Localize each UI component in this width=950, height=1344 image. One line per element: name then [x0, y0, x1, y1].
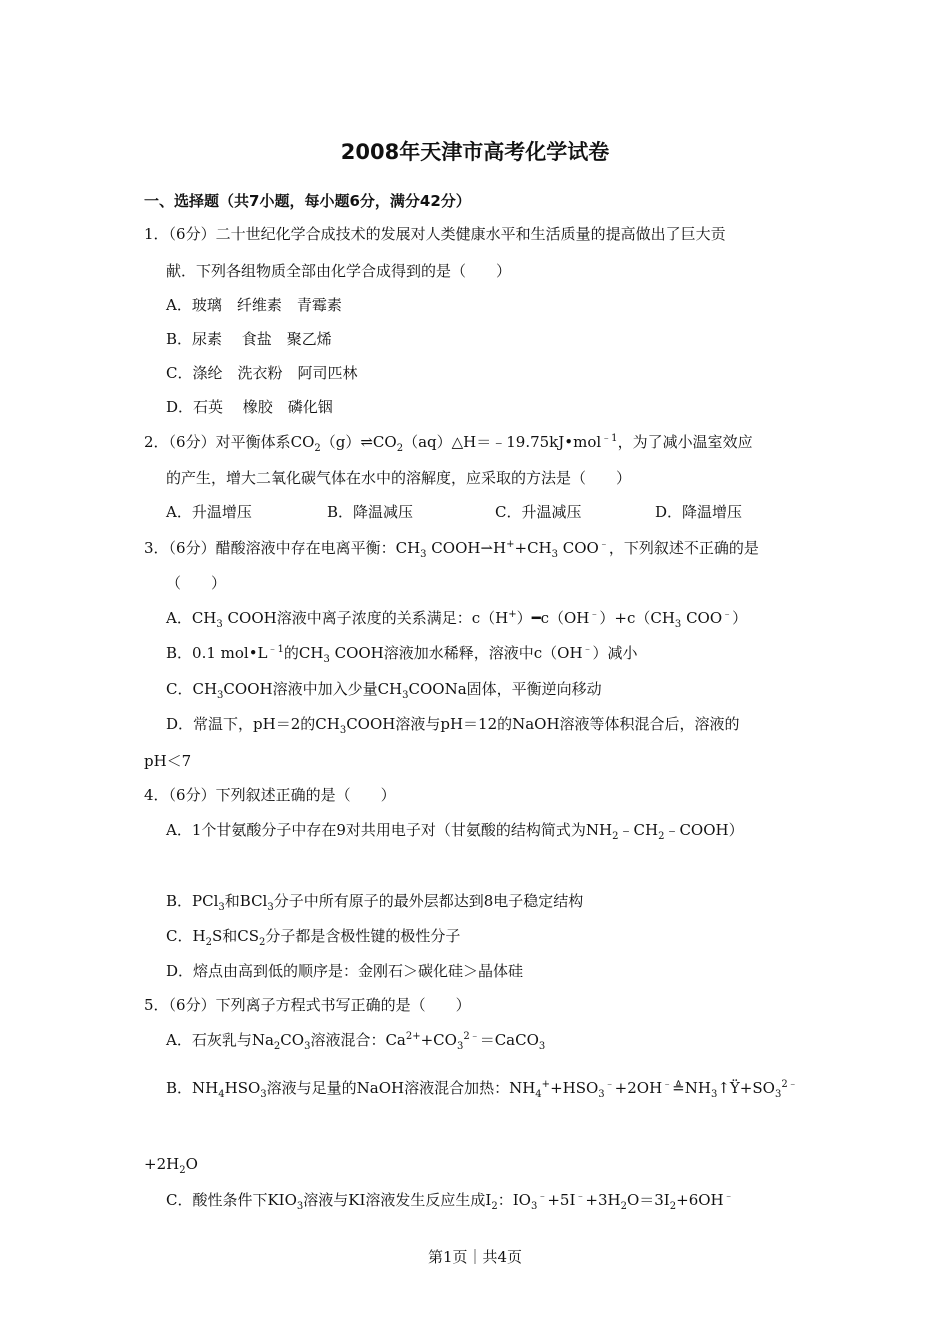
q1-option-c: C．涤纶 洗衣粉 阿司匹林 [166, 364, 358, 382]
question-2-stem-cont: 的产生，增大二氧化碳气体在水中的溶解度，应采取的方法是（ ） [166, 469, 632, 487]
q3-option-c: C．$CH_3COOH$溶液中加入少量$CH_3COONa$固体，平衡逆向移动 [166, 680, 602, 701]
q4-option-b: B．PCl$_3$和BCl$_3$分子中所有原子的最外层都达到8电子稳定结构 [166, 892, 584, 913]
page-footer: 第1页｜共4页 [427, 1248, 523, 1266]
q3-option-b: B．0.1 $mol•L^{﹣1}$的$CH_3$ COOH溶液加水稀释，溶液中c（OH﹣）减小 [166, 644, 638, 665]
q3-option-d: D．常温下，pH＝2的$CH_3COOH$溶液与pH＝12的NaOH溶液等体积混合后，溶液的 [166, 715, 740, 736]
q4-option-c: C．$H_2S$和$CS_2$分子都是含极性键的极性分子 [166, 927, 461, 948]
q5-option-b-cont: $+2H_2O$ [144, 1155, 198, 1176]
q2-option-d: D．降温增压 [655, 503, 743, 521]
q5-option-b: B．$NH_4HSO_3$溶液与足量的NaOH溶液混合加热：$NH_4^++HSO_3^﹣+2OH^﹣≜NH_3↑Ÿ+SO_3^{2﹣}$ [166, 1079, 798, 1100]
q3-option-d-cont: pH＜7 [144, 752, 192, 770]
question-3-stem-cont: （ ） [166, 574, 227, 592]
q2-option-a: A．升温增压 [166, 503, 252, 521]
q5-option-c: C．酸性条件下$KIO_3$溶液与KI溶液发生反应生成$I_2$：$IO_3^﹣+5I^﹣+3H_2O=3I_2+6OH^﹣$ [166, 1191, 734, 1212]
question-1-stem: 1．（6分）二十世纪化学合成技术的发展对人类健康水平和生活质量的提高做出了巨大贡 [144, 225, 726, 243]
question-4-stem: 4．（6分）下列叙述正确的是（ ） [144, 786, 396, 804]
q2-option-b: B．降温减压 [327, 503, 414, 521]
q4-option-d: D．熔点由高到低的顺序是：金刚石＞碳化硅＞晶体硅 [166, 962, 524, 980]
q2-option-c: C．升温减压 [495, 503, 582, 521]
q1-option-a: A．玻璃 纤维素 青霉素 [166, 296, 342, 314]
q5-option-a: A．石灰乳与$Na_2CO_3$溶液混合：$Ca^{2+}+CO_3^{2﹣}=CaCO_3$ [166, 1031, 546, 1052]
q4-option-a: A．1个甘氨酸分子中存在9对共用电子对（甘氨酸的结构简式为$NH_2﹣CH_2﹣COOH$） [166, 821, 744, 842]
question-5-stem: 5．（6分）下列离子方程式书写正确的是（ ） [144, 996, 471, 1014]
section-heading: 一、选择题（共7小题，每小题6分，满分42分） [144, 192, 471, 210]
question-2-stem: 2．（6分）对平衡体系$CO_2(g)\rightleftharpoons CO_2(aq)\triangle H=﹣19.75kJ•mol^{﹣1}$，为了减小温室效应 [144, 433, 753, 454]
q1-option-b: B．尿素 食盐 聚乙烯 [166, 330, 332, 348]
q3-option-a: A．$CH_3$ COOH溶液中离子浓度的关系满足：$c(H^+)━c(OH^﹣)+c(CH_3$ COO﹣） [166, 609, 748, 630]
q1-option-d: D．石英 橡胶 磷化铟 [166, 398, 333, 416]
page-title: 2008年天津市高考化学试卷 [340, 140, 610, 164]
question-1-stem-cont: 献．下列各组物质全部由化学合成得到的是（ ） [166, 262, 512, 280]
question-3-stem: 3．（6分）醋酸溶液中存在电离平衡：$CH_3$ $COOH⇀H^++CH_3$ COO﹣，下列叙述不正确的是 [144, 539, 759, 560]
